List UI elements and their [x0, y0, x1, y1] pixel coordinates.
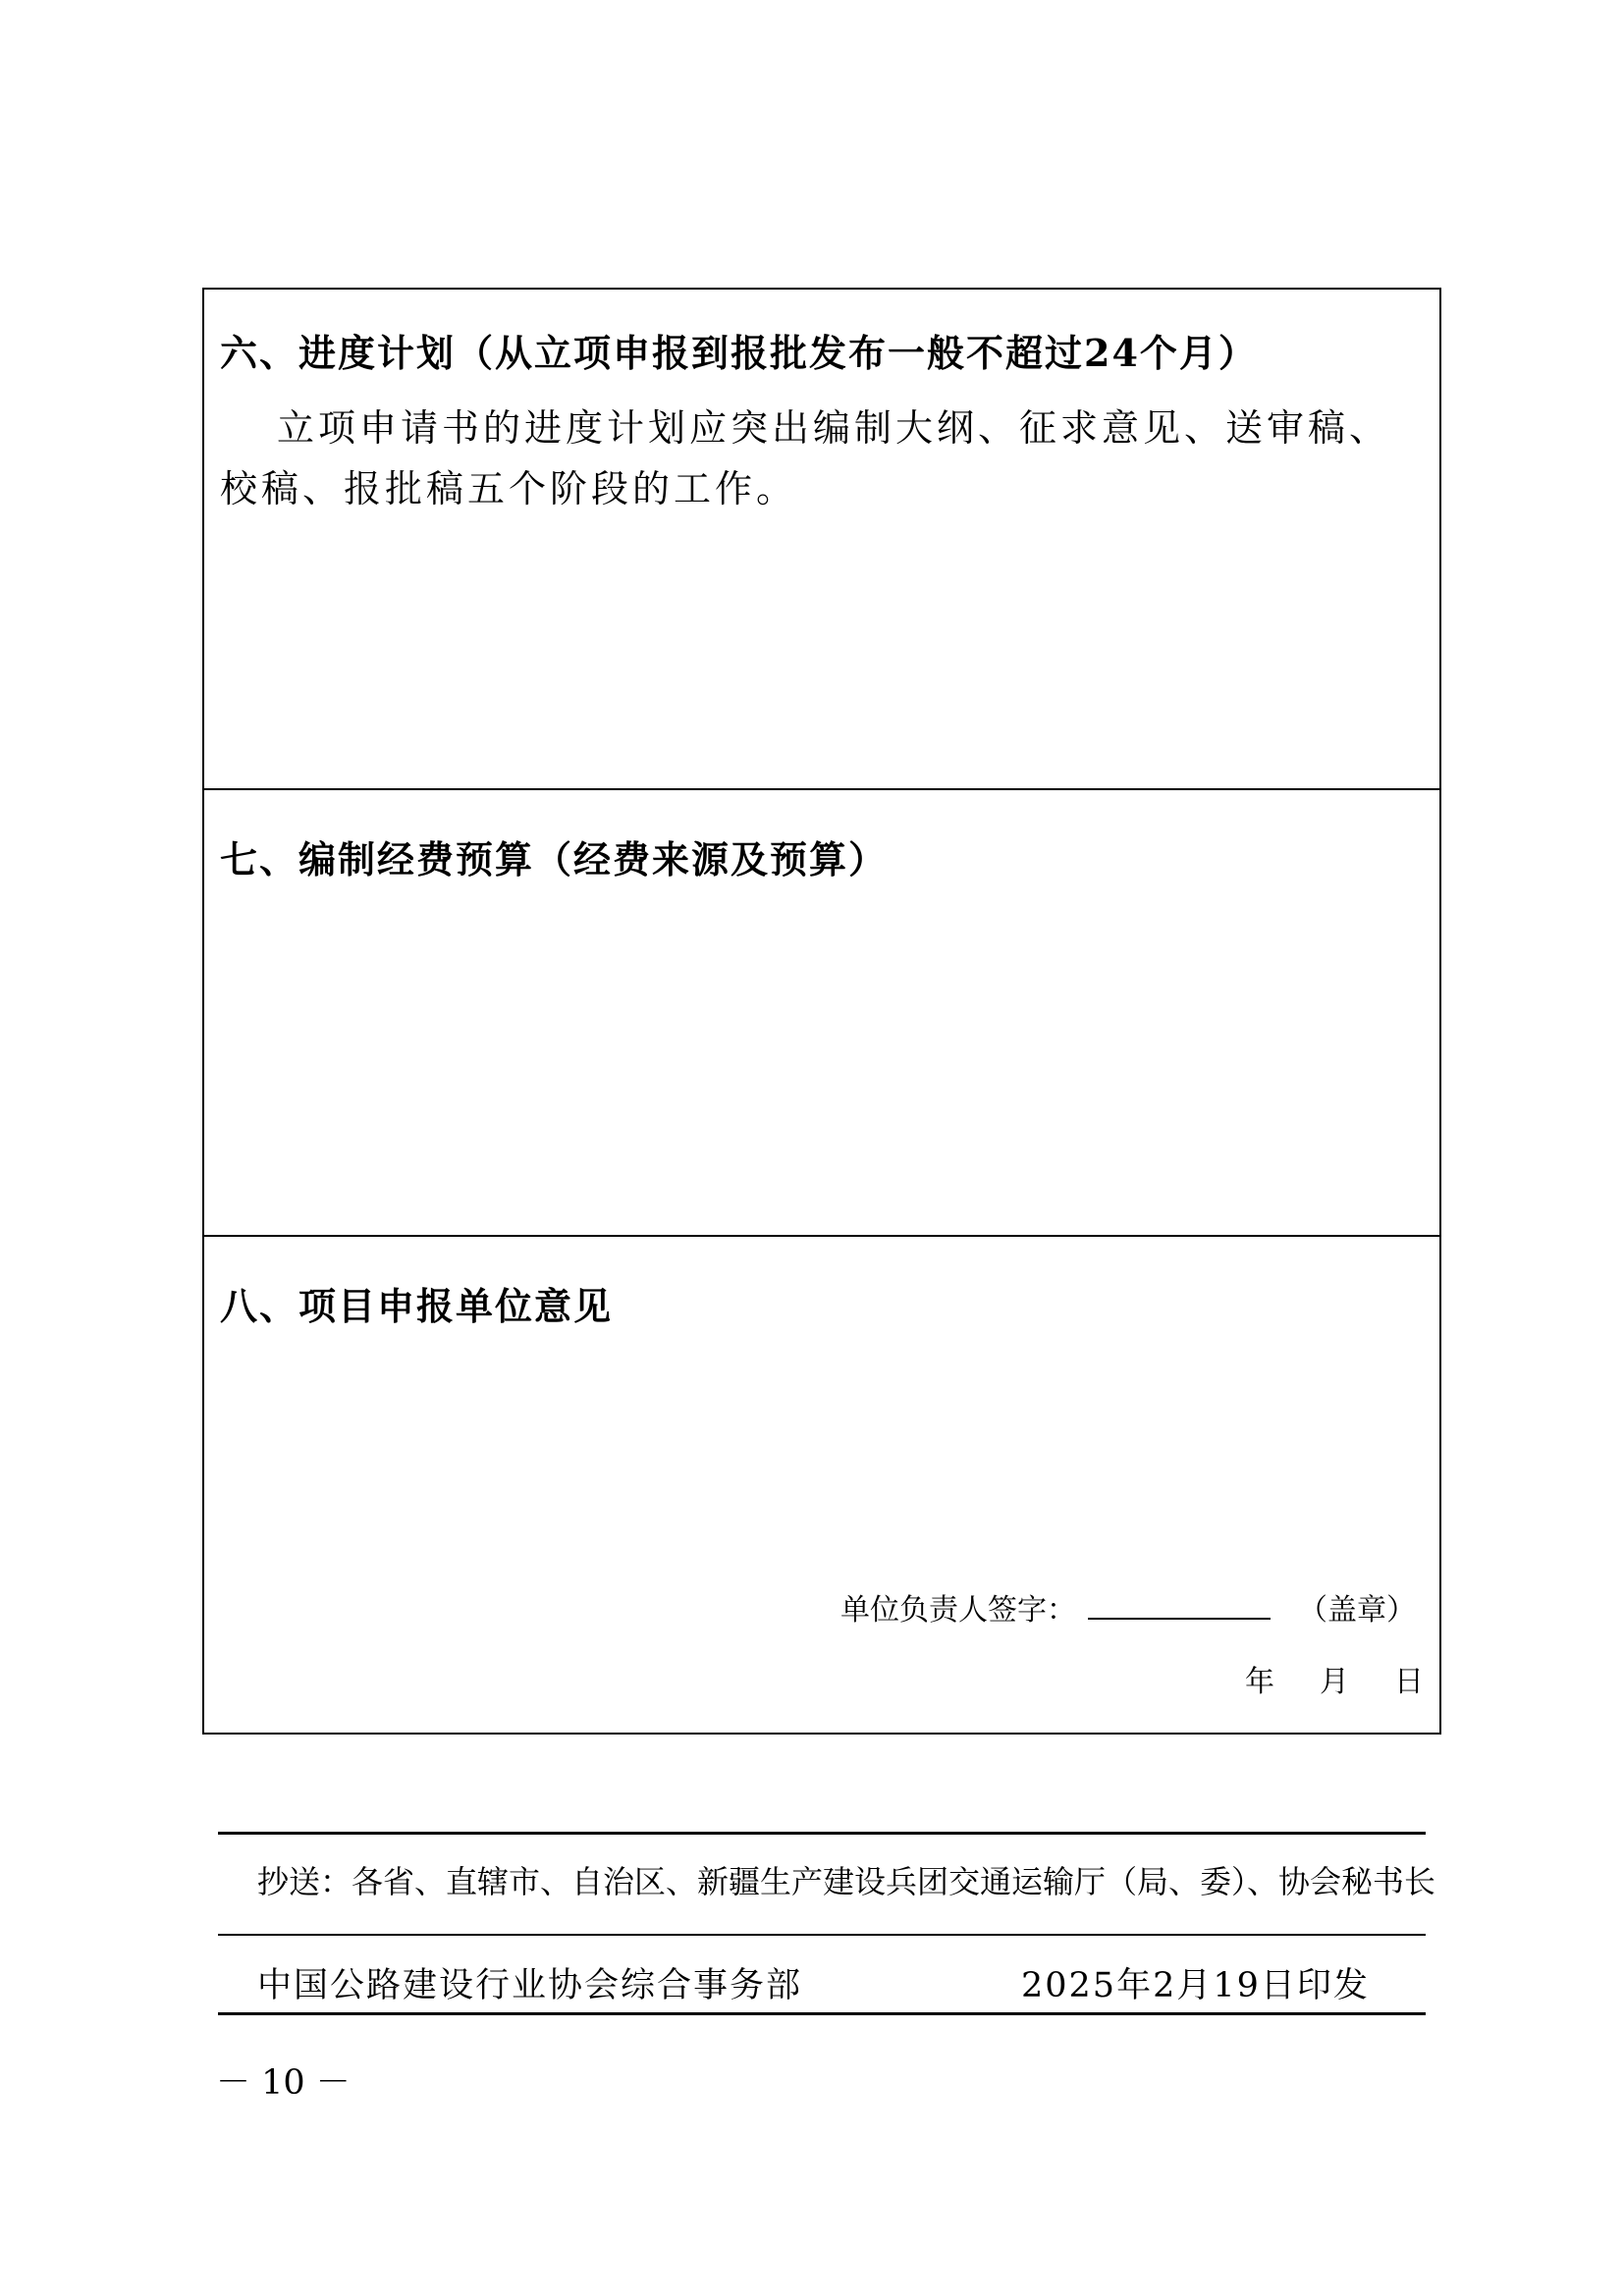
issue-date: 2025年2月19日印发 — [1021, 1966, 1370, 2005]
seal-label: （盖章） — [1298, 1593, 1416, 1628]
signature-label: 单位负责人签字： — [840, 1593, 1076, 1628]
cc-recipients: 抄送：各省、直辖市、自治区、新疆生产建设兵团交通运输厅（局、委）、协会秘书长 — [257, 1863, 1436, 1900]
section-schedule — [204, 290, 1439, 790]
section-budget-title: 七、编制经费预算（经费来源及预算） — [220, 837, 889, 881]
issuing-department: 中国公路建设行业协会综合事务部 — [257, 1966, 803, 2005]
footer-rule-top — [218, 1832, 1426, 1835]
section-schedule-body: 立项申请书的进度计划应突出编制大纲、征求意见、送审稿、校稿、报批稿五个阶段的工作。 — [220, 406, 1391, 510]
page-number: － 10 － — [216, 2063, 351, 2103]
footer-rule-bottom — [218, 2012, 1426, 2015]
footer-rule-middle — [218, 1934, 1426, 1936]
section-unit-opinion — [204, 1237, 1439, 1733]
application-form-table — [202, 288, 1441, 1735]
signature-blank-line — [1088, 1594, 1271, 1620]
date-year-label: 年 — [1245, 1665, 1274, 1699]
date-row — [1245, 1657, 1424, 1700]
section-schedule-title: 六、进度计划（从立项申报到报批发布一般不超过24个月） — [220, 331, 1258, 375]
signature-row — [840, 1585, 1416, 1629]
section-budget — [204, 790, 1439, 1237]
date-day-label: 日 — [1394, 1665, 1424, 1699]
date-month-label: 月 — [1320, 1665, 1349, 1699]
section-unit-opinion-title: 八、项目申报单位意见 — [220, 1284, 614, 1328]
